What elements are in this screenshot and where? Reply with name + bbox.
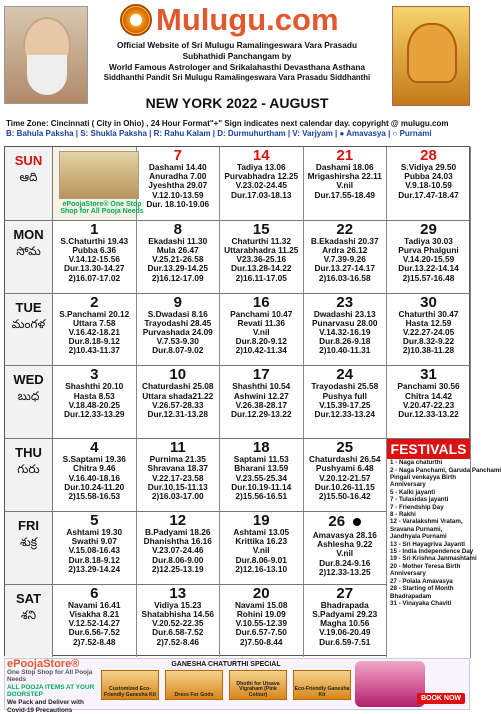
store-avail: ALL POOJA ITEMS AT YOUR DOORSTEP	[7, 683, 95, 699]
festival-item: 20 - Mother Teresa Birth	[390, 562, 461, 570]
panchang-line: Jyeshtha 29.07	[148, 180, 208, 191]
product-tile[interactable]: Dhothi for Utsava Vigraham (Pink Colour)	[229, 670, 287, 700]
date-cell[interactable]	[137, 512, 221, 584]
panchang-line: Purnima 21.35	[149, 454, 206, 465]
panchang-line: Chaturthi 30.47	[398, 308, 459, 319]
page-title: NEW YORK 2022 - AUGUST	[145, 95, 329, 111]
panchang-line: Saptami 11.53	[233, 454, 289, 465]
panchang-line: Shashthi 10.54	[232, 381, 291, 392]
panchang-line: Vidiya 15.23	[154, 599, 202, 610]
panchang-line: Chitra 14.42	[404, 390, 453, 401]
date-number: 7	[173, 147, 182, 164]
date-number: 8	[173, 220, 182, 238]
panchang-line: Dur.12.33-13.24	[314, 409, 375, 419]
panchang-line: Chaturdashi 26.54	[309, 454, 381, 465]
date-cell[interactable]	[137, 221, 221, 293]
panchang-line: Dur.13.28-14.22	[231, 263, 292, 274]
panchang-line: Dur.13.22-14.14	[398, 263, 459, 274]
date-number: 22	[336, 220, 354, 238]
date-cell[interactable]	[53, 439, 137, 511]
panchang-line: Rohini 19.09	[236, 609, 286, 619]
panchang-line: V.23.07-24.46	[152, 545, 204, 556]
date-number: 18	[252, 439, 270, 457]
panchang-line: Purvabhadra 12.25	[224, 171, 299, 182]
panchang-line: V.16.42-18.21	[68, 327, 120, 337]
ganesha-image	[392, 6, 470, 106]
day-label	[5, 147, 53, 220]
festival-item: 27 - Polala Amavasya	[390, 577, 453, 585]
day-label	[5, 439, 53, 511]
panchang-line: Pubba 24.03	[404, 171, 453, 182]
panchang-line: S.Padyami 29.23	[312, 609, 378, 619]
date-cell[interactable]	[304, 294, 388, 366]
day-name-te: సోమ	[16, 243, 41, 258]
day-name-en: SUN	[14, 153, 43, 168]
date-cell[interactable]	[53, 585, 137, 657]
panchang-line: Ashlesha 9.22	[317, 539, 373, 550]
ad-box	[53, 147, 144, 220]
date-cell[interactable]	[53, 221, 137, 293]
product-tile[interactable]: Eco-Friendly Ganesha Kit	[293, 670, 351, 700]
panchang-line: Ashwini 12.27	[233, 390, 289, 401]
date-cell[interactable]	[387, 366, 471, 438]
panchang-line: Krittika 16.23	[235, 536, 288, 547]
panchang-line: V.nil	[336, 180, 354, 191]
date-number: 26	[328, 513, 346, 530]
panchang-line: Dur.8.06-9.00	[152, 554, 204, 565]
week-row	[5, 293, 471, 366]
ad-text: ePoojaStore® One Stop Shop for All Pooja Needs	[60, 201, 144, 215]
day-name-en: WED	[13, 372, 44, 388]
date-number: 27	[336, 584, 354, 602]
date-number: 11	[169, 439, 186, 457]
festival-item: 31 - Vinayaka Chaviti	[390, 599, 452, 607]
date-cell[interactable]	[304, 147, 388, 220]
day-name-te: మంగళ	[11, 316, 46, 331]
day-name-en: THU	[15, 445, 42, 461]
panchang-line: Chaturthi 11.32	[231, 235, 291, 246]
date-number: 31	[420, 366, 437, 384]
panchang-line: V.14.12-15.56	[68, 254, 120, 265]
product-strip	[101, 661, 351, 707]
panchang-line: Dashami 18.06	[315, 162, 374, 172]
panchang-line: Punarvasu 28.00	[312, 317, 378, 328]
panchang-line: 2)16.12-17.09	[151, 272, 204, 283]
date-cell[interactable]	[304, 439, 388, 511]
festivals-title: FESTIVALS	[387, 439, 470, 459]
festival-item: Bhadrapadam	[390, 592, 432, 600]
product-tile[interactable]: Customized Eco-Friendly Ganesha Kit	[101, 670, 159, 700]
festival-item: 7 - Friendship Day	[390, 503, 444, 511]
date-number: 24	[336, 366, 354, 384]
panchang-line: Uttarabhadra 11.25	[224, 245, 299, 255]
panchang-line: Dashami 14.40	[148, 162, 207, 172]
festival-item: Anniversary	[390, 481, 426, 489]
date-cell[interactable]	[220, 439, 304, 511]
date-cell[interactable]	[220, 585, 304, 657]
date-number: 17	[252, 366, 270, 384]
date-number: 5	[90, 512, 99, 529]
panchang-line: Ashtami 19.30	[66, 527, 123, 537]
panchang-line: Dur.13.29-14.25	[147, 263, 208, 274]
panchang-line: B.Padyami 18.26	[145, 527, 211, 537]
panchang-line: Dur.6.59-7.51	[319, 636, 371, 647]
panchang-line: Dhanishtha 16.16	[143, 536, 212, 547]
date-cell[interactable]	[220, 294, 304, 366]
panchang-line: V.16.40-18.16	[68, 472, 120, 483]
panchang-line: Dur.13.30-14.27	[64, 263, 125, 274]
timezone-info	[0, 117, 474, 143]
panchang-line: Dur.8.20-9.12	[235, 336, 287, 347]
panchang-line: Dur.12.33-13.29	[64, 409, 125, 419]
panchang-line: S.Vidiya 29.50	[400, 162, 457, 172]
date-cell[interactable]	[137, 439, 221, 511]
date-cell[interactable]	[137, 147, 221, 220]
day-name-en: SAT	[15, 590, 42, 606]
panchang-line: V.nil	[252, 545, 270, 556]
festival-item: 13 - Sri Hayagriva Jayanti	[390, 540, 465, 548]
date-number: 12	[169, 512, 187, 529]
panchang-line: Dur.8.06-9.01	[235, 554, 287, 565]
header	[0, 0, 474, 118]
panchang-line: Bhadrapada	[320, 599, 369, 610]
panchang-line: Dur.13.27-14.17	[314, 263, 375, 274]
festival-item: 2 - Naga Panchami, Garuda Panchami	[390, 466, 501, 474]
date-cell[interactable]	[220, 221, 304, 293]
panchang-line: Navami 15.08	[234, 599, 288, 610]
subtitle-line-4: Siddhanthi Pandit Sri Mulugu Ramalingeswara Vara Prasadu Siddhanthi	[103, 73, 371, 82]
ad-image	[59, 151, 139, 199]
panchang-line: V.22.27-24.05	[402, 327, 455, 337]
day-label	[5, 366, 53, 438]
panchang-line: Dur.12.33-13.22	[398, 409, 459, 419]
panchang-line: V.7.53-9.30	[156, 336, 199, 347]
panchang-line: Dur.8.32-9.22	[402, 336, 455, 347]
date-cell[interactable]	[220, 512, 304, 584]
festival-item: 5 - Kalki jayanti	[390, 488, 436, 496]
panchang-line: 2)10.38-11.28	[402, 345, 455, 356]
subtitle-line-1: Official Website of Sri Mulugu Ramalingeswara Vara Prasadu	[116, 40, 358, 50]
festival-item: 12 - Varalakshmi Vratam,	[390, 518, 463, 526]
astrologer-photo	[4, 6, 88, 104]
panchang-line: V.7.39-9.26	[323, 254, 366, 265]
panchang-line: Shashthi 20.10	[65, 381, 124, 392]
date-number: 21	[336, 147, 354, 164]
date-cell[interactable]	[53, 294, 137, 366]
panchang-line: Mrigashirsha 22.11	[307, 171, 382, 182]
day-name-te: ఆది	[19, 170, 38, 184]
panchang-line: 2)15.57-16.48	[402, 272, 455, 283]
panchang-line: Shravana 18.37	[147, 463, 208, 474]
week-row	[5, 147, 471, 220]
day-label	[5, 221, 53, 293]
panchang-line: 2)16.03-17.00	[151, 491, 204, 501]
festival-item: 1 - Naga chaturthi	[390, 459, 443, 467]
panchang-line: Dur.10.26-11.15	[314, 481, 375, 492]
panchang-line: Dur.12.29-13.22	[231, 409, 292, 419]
panchang-line: V.15.08-16.43	[68, 545, 120, 556]
panchang-line: 2)16.07-17.02	[68, 272, 121, 283]
panchang-line: Dur.8.26-9.18	[319, 336, 371, 347]
date-number: 16	[252, 293, 270, 311]
date-number: 19	[252, 512, 270, 529]
panchang-line: Visakha 8.21	[69, 609, 120, 619]
date-cell[interactable]	[220, 147, 304, 220]
panchang-line: Shatabhisha 14.56	[141, 609, 214, 619]
panchang-line: 2)12.33-13.25	[318, 566, 371, 577]
panchang-line: Dur.17.55-18.49	[314, 189, 375, 200]
panchang-line: Pushya full	[322, 390, 367, 401]
store-logo[interactable]: ePoojaStore®	[7, 658, 80, 670]
panchang-line: V.12.10-13.59	[152, 189, 204, 200]
store-tagline: One Stop Shop for All Pooja Needs	[7, 668, 93, 684]
panchang-line: V.25.21-26.58	[152, 254, 204, 265]
calendar-grid	[4, 146, 501, 656]
date-number: 23	[336, 293, 354, 311]
panchang-line: B.Ekadashi 20.37	[310, 235, 379, 246]
date-cell[interactable]	[304, 366, 388, 438]
panchang-line: Dur.12.31-13.28	[147, 409, 208, 419]
date-number: 1	[90, 220, 99, 238]
festival-item: Sravana Purnami,	[390, 525, 443, 533]
panchang-line: Amavasya 28.16	[312, 530, 377, 540]
date-cell[interactable]	[387, 147, 471, 220]
panchang-line: Magha 10.56	[320, 618, 370, 629]
panchang-line: Ekadashi 11.30	[148, 235, 208, 246]
panchang-line: Tadiya 13.06	[236, 162, 286, 172]
panchang-line: Ardra 26.12	[322, 245, 368, 255]
amavasya-icon	[353, 518, 361, 526]
panchang-line: Dur.8.18-9.12	[68, 336, 120, 347]
footer-ad	[4, 658, 470, 714]
panchang-line: V.14.20-15.59	[402, 254, 455, 265]
subtitle-line-3: World Famous Astrologer and Srikalahasthi Devasthana Asthana	[108, 62, 366, 72]
date-cell[interactable]	[137, 585, 221, 657]
panchang-line: 2)10.43-11.37	[68, 345, 120, 356]
panchang-line: V23.36-25.16	[236, 254, 287, 265]
store-deliver: We Pack and Deliver with Covid-19 Precautions	[7, 698, 84, 714]
date-cell[interactable]	[53, 366, 137, 438]
panchang-line: Pubba 6.36	[72, 245, 117, 255]
date-number: 13	[169, 584, 187, 602]
day-name-te: గురు	[17, 462, 40, 477]
legend-line: B: Bahula Paksha | S: Shukla Paksha | R: Rahu Kalam | D: Durmuhurtham | V: Varjyam | ● Amavasya | ○ Purnami	[6, 129, 432, 138]
panchang-line: 2)16.03-16.58	[318, 272, 371, 283]
date-cell[interactable]	[137, 366, 221, 438]
panchang-line: Mula 26.47	[156, 245, 199, 255]
day-name-te: శని	[20, 607, 37, 622]
panchang-line: Hasta 12.59	[405, 317, 452, 328]
day-label	[5, 585, 53, 657]
date-number: 15	[252, 220, 270, 238]
panchang-line: Dur.8.07-9.02	[152, 345, 204, 356]
week-row	[5, 365, 471, 438]
product-tile[interactable]: Dress For Gods	[165, 670, 223, 700]
day-name-en: MON	[13, 226, 44, 242]
panchang-line: Purva Phalguni	[398, 245, 459, 255]
panchang-line: V.9.18-10.59	[405, 180, 452, 191]
panchang-line: Dur.17.47-18.47	[398, 189, 459, 200]
panchang-line: V.23.55-25.34	[235, 472, 287, 483]
panchang-line: Chitra 9.46	[73, 463, 116, 474]
panchang-line: 2)10.40-11.31	[319, 345, 371, 356]
ad-cell[interactable]	[53, 147, 144, 220]
panchang-line: 2)7.52-8.46	[156, 636, 199, 647]
panchang-line: V.19.06-20.49	[319, 627, 371, 638]
panchang-line: 2)12.25-13.19	[151, 563, 204, 574]
day-name-te: శుక్ర	[19, 535, 38, 549]
date-number: 29	[420, 220, 437, 238]
panchang-line: V.20.52-22.35	[152, 618, 204, 629]
panchang-line: 2)7.50-8.44	[240, 636, 283, 647]
panchang-line: Pushyami 6.48	[315, 463, 374, 474]
panchang-line: V.nil	[252, 327, 270, 337]
panchang-line: Ashtami 13.05	[233, 527, 290, 537]
panchang-line: Anuradha 7.00	[149, 171, 207, 182]
panchang-line: V.14.32-16.19	[319, 327, 371, 337]
panchang-line: 2)16.11-17.05	[235, 272, 287, 283]
panchang-line: V.15.39-17.25	[319, 399, 371, 410]
date-cell[interactable]	[304, 585, 388, 657]
panchang-line: V.nil	[336, 548, 354, 559]
panchang-line: Dur.6.56-7.52	[68, 627, 120, 638]
panchang-line: 2)15.58-16.53	[68, 491, 121, 501]
day-name-en: TUE	[15, 299, 42, 315]
panchang-line: V.22.17-23.58	[152, 472, 204, 483]
date-cell[interactable]	[53, 512, 137, 584]
panchang-line: 2)10.42-11.34	[235, 345, 287, 356]
panchang-line: Dur.10.19-11.14	[231, 481, 292, 492]
panchang-line: Chaturdashi 25.08	[142, 381, 214, 392]
panchang-line: 2)15.56-16.51	[235, 491, 288, 501]
festival-item: Anniversary	[390, 570, 426, 578]
date-number: 2	[90, 293, 99, 311]
panchang-line: Trayodashi 25.58	[311, 381, 379, 392]
date-number: 3	[90, 366, 99, 384]
panchang-line: V.20.12-21.57	[319, 472, 371, 483]
panchang-line: 2)15.50-16.42	[318, 491, 371, 501]
panchang-line: V.12.52-14.27	[68, 618, 120, 629]
panchang-line: V.26.57-28.33	[152, 399, 204, 410]
festival-item: 28 - Starting of Month	[390, 585, 454, 593]
panchang-line: 2)13.29-14.24	[68, 563, 121, 574]
date-cell[interactable]	[304, 512, 388, 584]
panchang-line: 2)12.16-13.10	[235, 563, 288, 574]
festival-item: 19 - Sri Krishna Janmashtami	[390, 555, 477, 563]
panchang-line: Purvashada 24.09	[142, 327, 213, 337]
festival-item: 15 - India Independence Day	[390, 548, 474, 556]
panchang-line: Dur.8.18-9.12	[68, 554, 120, 565]
date-number: 25	[336, 439, 354, 457]
date-cell[interactable]	[220, 366, 304, 438]
date-number: 4	[90, 439, 99, 457]
panchang-line: Uttara 7.58	[73, 317, 116, 328]
day-name-en: FRI	[18, 518, 39, 533]
panchang-line: V.20.47-22.23	[402, 399, 455, 410]
date-cell[interactable]	[304, 221, 388, 293]
book-now-button[interactable]: BOOK NOW	[417, 693, 465, 704]
festivals-panel	[387, 439, 501, 657]
model-image	[355, 661, 425, 707]
panchang-line: Dur.8.24-9.16	[319, 557, 371, 568]
logo-wheel-icon	[120, 4, 152, 36]
festival-item: 7 - Tulasidas jayanti	[390, 496, 449, 504]
panchang-line: Dur.6.57-7.50	[235, 627, 287, 638]
timezone-line: Time Zone: Cincinnati ( City in Ohio) , 24 Hour Format"+" Sign indicates next calendar day. copyright @ mulugu.com	[6, 119, 449, 128]
panchang-line: S.Panchami 20.12	[59, 308, 130, 319]
panchang-line: Hasta 8.53	[73, 390, 115, 401]
panchang-line: V.10.55-12.39	[235, 618, 287, 629]
panchang-line: Panchami 30.56	[397, 381, 460, 392]
day-label	[5, 512, 53, 584]
festivals-box	[387, 439, 501, 657]
store-promo	[7, 658, 97, 714]
panchang-line: 2)7.52-8.48	[73, 636, 116, 647]
date-number: 10	[169, 366, 187, 384]
panchang-line: S.Saptami 19.36	[62, 454, 126, 465]
day-name-te: బుధ	[17, 389, 40, 404]
panchang-line: Dur.6.58-7.52	[152, 627, 204, 638]
panchang-line: Dur. 18.10-19.06	[146, 198, 210, 209]
panchang-line: Dwadashi 23.13	[313, 308, 376, 319]
festival-item: Pingali venkayya Birth	[390, 474, 457, 481]
date-number: 6	[90, 584, 99, 602]
panchang-line: Swathi 9.07	[71, 536, 117, 547]
panchang-line: S.Dwadasi 8.16	[147, 308, 208, 319]
panchang-line: Trayodashi 28.45	[144, 317, 212, 328]
panchang-line: Dur.10.24-11.20	[64, 481, 125, 492]
festival-item: 8 - Rakhi	[390, 511, 416, 519]
date-number: 28	[420, 147, 437, 164]
panchang-line: V.18.48-20.25	[68, 399, 120, 410]
date-cell[interactable]	[387, 221, 471, 293]
panchang-line: Navami 16.41	[67, 599, 121, 610]
festival-item: Jandhyala Purnami	[390, 533, 447, 541]
panchang-line: V.26.38-28.17	[235, 399, 287, 410]
subtitle-line-2: Subhathidi Panchangam by	[182, 51, 292, 61]
date-number: 20	[252, 584, 270, 602]
date-cell[interactable]	[137, 294, 221, 366]
logo[interactable]	[120, 2, 360, 38]
panchang-line: S.Chaturthi 19.43	[60, 235, 129, 246]
day-label	[5, 294, 53, 366]
date-number: 9	[173, 293, 182, 311]
date-number: 30	[420, 293, 437, 311]
panchang-line: Tadiya 30.03	[404, 235, 453, 246]
panchang-line: Dur.10.15-11.13	[147, 481, 208, 492]
panchang-line: V.23.02-24.45	[235, 180, 287, 191]
brand-name: Mulugu.com	[156, 2, 339, 37]
panchang-line: Uttara shada21.22	[142, 390, 214, 401]
panchang-line: Panchami 10.47	[230, 308, 293, 319]
special-title: GANESHA CHATURTHI SPECIAL	[171, 661, 281, 668]
date-cell[interactable]	[387, 294, 471, 366]
week-row	[5, 220, 471, 293]
date-number: 14	[252, 147, 270, 164]
panchang-line: Dur.17.03-18.13	[231, 189, 292, 200]
panchang-line: Revati 11.36	[237, 317, 285, 328]
panchang-line: Bharani 13.59	[234, 463, 289, 474]
